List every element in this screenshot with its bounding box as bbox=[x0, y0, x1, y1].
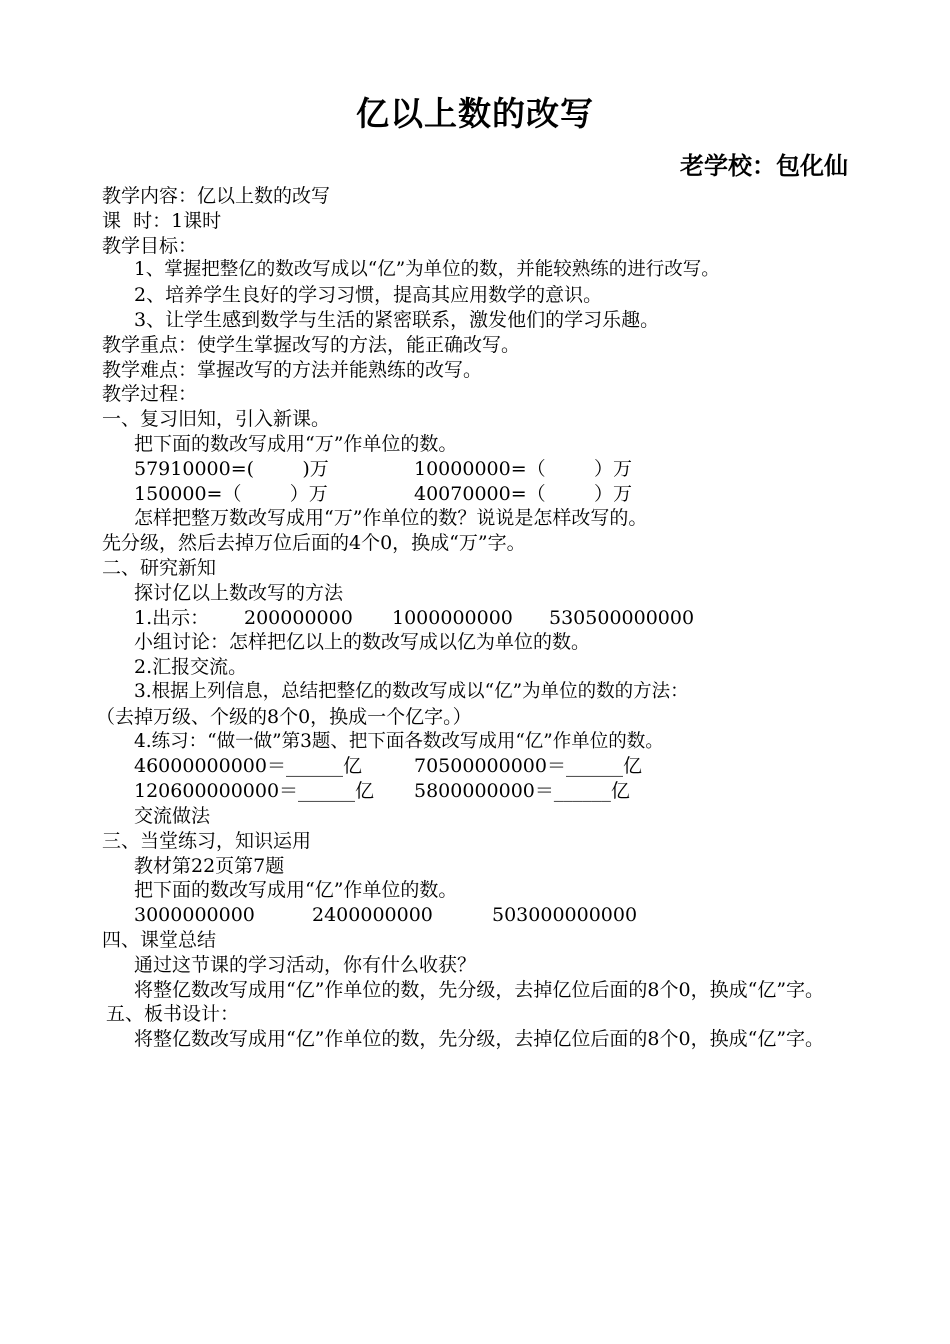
textbook-reference: 教材第22页第7题 bbox=[134, 854, 285, 877]
review-instruction: 把下面的数改写成用“万”作单位的数。 bbox=[134, 432, 458, 455]
practice-instruction: 4.练习：“做一做”第3题、把下面各数改写成用“亿”作单位的数。 bbox=[134, 730, 664, 752]
objective-2: 2、培养学生良好的学习习惯，提高其应用数学的意识。 bbox=[134, 284, 603, 307]
review-row-2 bbox=[102, 482, 854, 507]
explore-method: 探讨亿以上数改写的方法 bbox=[134, 581, 344, 604]
show-numbers-row bbox=[102, 606, 854, 631]
exercise-instruction: 把下面的数改写成用“亿”作单位的数。 bbox=[134, 879, 458, 902]
review-item: 150000=（ ）万 bbox=[134, 482, 328, 505]
document-body bbox=[96, 184, 854, 1052]
process-heading: 教学过程： bbox=[102, 383, 198, 406]
teaching-content: 教学内容：亿以上数的改写 bbox=[102, 185, 331, 207]
section-1-heading: 一、复习旧知，引入新课。 bbox=[102, 408, 331, 431]
class-hours: 课 时：1课时 bbox=[102, 209, 222, 232]
review-item: 10000000=（ ）万 bbox=[414, 457, 632, 480]
summary-method-detail: （去掉万级、个级的8个0，换成一个亿字。） bbox=[96, 705, 472, 728]
page-title: 亿以上数的改写 bbox=[356, 94, 594, 133]
objective-3: 3、让学生感到数学与生活的紧密联系，激发他们的学习乐趣。 bbox=[134, 308, 660, 331]
number-item: 1000000000 bbox=[392, 606, 513, 629]
number-item: 3000000000 bbox=[134, 904, 255, 927]
practice-row-1 bbox=[102, 754, 854, 779]
number-item: 503000000000 bbox=[492, 904, 638, 927]
number-item: 530500000000 bbox=[549, 606, 695, 629]
key-point: 教学重点：使学生掌握改写的方法，能正确改写。 bbox=[102, 333, 521, 356]
review-row-1 bbox=[102, 457, 854, 482]
difficulty: 教学难点：掌握改写的方法并能熟练的改写。 bbox=[102, 358, 483, 381]
author-line: 老学校：包化仙 bbox=[680, 152, 848, 180]
review-answer: 先分级，然后去掉万位后面的4个0，换成“万”字。 bbox=[102, 532, 526, 555]
review-item: 40070000=（ ）万 bbox=[414, 482, 632, 505]
practice-item: 120600000000＝______亿 bbox=[134, 780, 375, 803]
number-item: 2400000000 bbox=[312, 904, 433, 927]
objective-1: 1、掌握把整亿的数改写成以“亿”为单位的数，并能较熟练的进行改写。 bbox=[134, 259, 720, 281]
board-design: 将整亿数改写成用“亿”作单位的数，先分级，去掉亿位后面的8个0，换成“亿”字。 bbox=[134, 1028, 825, 1051]
summary-answer: 将整亿数改写成用“亿”作单位的数，先分级，去掉亿位后面的8个0，换成“亿”字。 bbox=[134, 978, 825, 1001]
practice-item: 5800000000＝______亿 bbox=[414, 780, 630, 803]
review-item: 57910000=( )万 bbox=[134, 457, 329, 480]
section-5-heading: 五、板书设计： bbox=[106, 1003, 240, 1026]
summary-method: 3.根据上列信息，总结把整亿的数改写成以“亿”为单位的数的方法： bbox=[134, 680, 689, 702]
review-question: 怎样把整万数改写成用“万”作单位的数？说说是怎样改写的。 bbox=[134, 507, 648, 530]
exercise-numbers-row bbox=[102, 903, 854, 928]
section-3-heading: 三、当堂练习，知识运用 bbox=[102, 829, 312, 852]
exchange-methods: 交流做法 bbox=[134, 804, 211, 827]
section-2-heading: 二、研究新知 bbox=[102, 556, 217, 579]
group-discussion: 小组讨论：怎样把亿以上的数改写成以亿为单位的数。 bbox=[134, 631, 591, 654]
practice-item: 70500000000＝______亿 bbox=[414, 755, 642, 778]
objectives-heading: 教学目标： bbox=[102, 234, 198, 257]
practice-row-2 bbox=[102, 779, 854, 804]
show-label: 1.出示： bbox=[134, 606, 210, 629]
report-exchange: 2.汇报交流。 bbox=[134, 656, 248, 679]
practice-item: 46000000000＝______亿 bbox=[134, 755, 362, 778]
summary-question: 通过这节课的学习活动，你有什么收获？ bbox=[134, 953, 477, 976]
section-4-heading: 四、课堂总结 bbox=[102, 928, 217, 951]
number-item: 200000000 bbox=[244, 606, 353, 629]
